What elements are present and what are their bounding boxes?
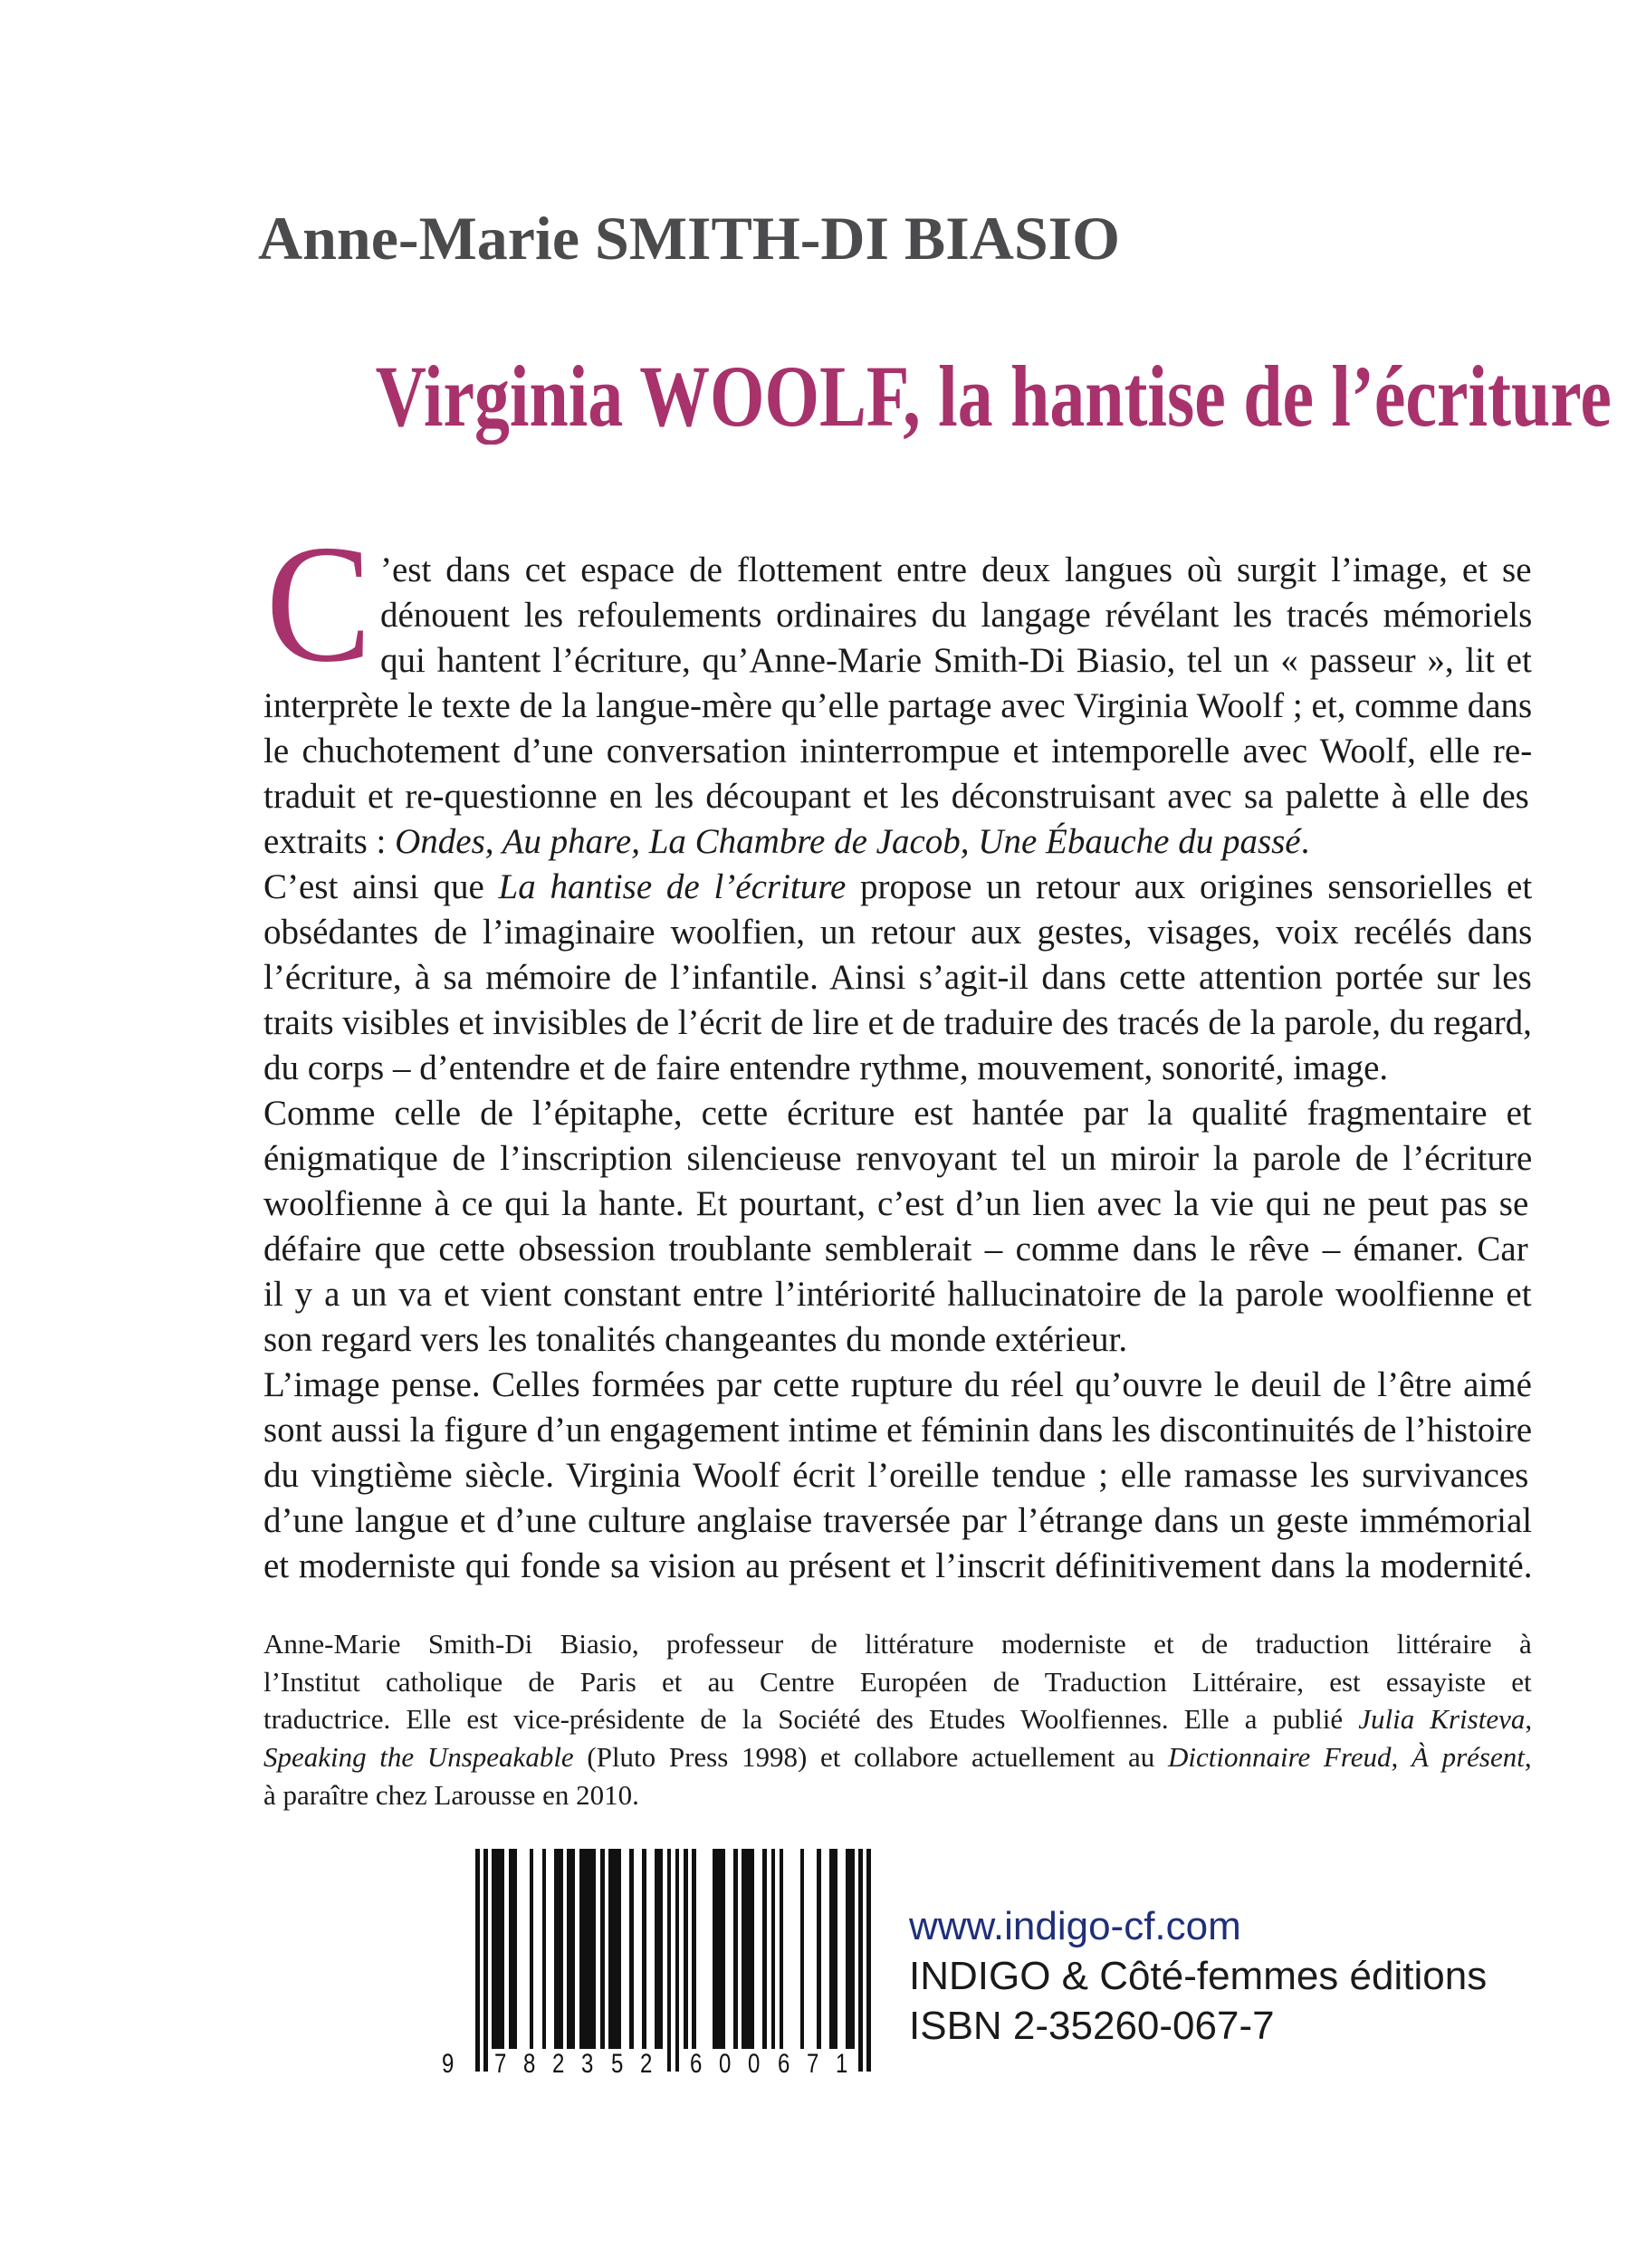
barcode-digit: 9 — [442, 2049, 455, 2079]
barcode-bar — [817, 1849, 821, 2049]
barcode-digit: 2 — [552, 2049, 565, 2079]
barcode-digit: 7 — [806, 2049, 819, 2079]
barcode-bar — [579, 1849, 596, 2049]
bio-line: Speaking the Unspeakable (Pluto Press 1998) et collabore actuellement au Dictionnaire Freud, À présent, — [263, 1741, 1532, 1774]
barcode-digit: 1 — [835, 2049, 848, 2079]
barcode-bar — [667, 1849, 672, 2072]
barcode-bar — [608, 1849, 621, 2049]
barcode-bar — [692, 1849, 696, 2049]
blurb-line: interprète le texte de la langue-mère qu’elle partage avec Virginia Woolf ; et, comme dans — [263, 686, 1533, 725]
barcode-bar — [492, 1849, 504, 2049]
bio-line: traductrice. Elle est vice-présidente de la Société des Etudes Woolfiennes. Elle a publié Julia Kristeva, — [263, 1703, 1533, 1736]
barcode-bar — [475, 1849, 480, 2072]
barcode-bar — [655, 1849, 663, 2049]
isbn-label: ISBN 2-35260-067-7 — [909, 2004, 1275, 2048]
barcode-bars — [475, 1849, 871, 2075]
barcode-bar — [829, 1849, 837, 2049]
drop-cap: C — [265, 511, 372, 697]
blurb-line: qui hantent l’écriture, qu’Anne-Marie Smith-Di Biasio, tel un « passeur », lit et — [380, 641, 1532, 680]
blurb-line: extraits : Ondes, Au phare, La Chambre de Jacob, Une Ébauche du passé. — [263, 822, 1310, 861]
barcode-digit: 7 — [493, 2049, 507, 2079]
barcode-bar — [629, 1849, 634, 2049]
barcode-bar — [780, 1849, 784, 2049]
barcode-bar — [600, 1849, 605, 2049]
isbn-barcode — [435, 1847, 887, 2087]
blurb-line: l’écriture, à sa mémoire de l’infantile. Ainsi s’agit-il dans cette attention portée sur les — [263, 958, 1532, 997]
blurb-line: Comme celle de l’épitaphe, cette écriture est hantée par la qualité fragmentaire et — [263, 1094, 1532, 1133]
barcode-digit: 6 — [689, 2049, 703, 2079]
barcode-bar — [846, 1849, 854, 2049]
bio-line: l’Institut catholique de Paris et au Centre Européen de Traduction Littéraire, est essayiste et — [263, 1665, 1532, 1698]
blurb-line: L’image pense. Celles formées par cette rupture du réel qu’ouvre le deuil de l’être aimé — [263, 1365, 1532, 1404]
barcode-bar — [542, 1849, 547, 2049]
barcode-digit: 0 — [748, 2049, 761, 2079]
blurb-line: son regard vers les tonalités changeantes du monde extérieur. — [263, 1320, 1128, 1359]
blurb-line: C’est ainsi que La hantise de l’écriture propose un retour aux origines sensorielles et — [263, 867, 1533, 906]
barcode-digit: 2 — [639, 2049, 653, 2079]
barcode-bar — [483, 1849, 488, 2072]
barcode-bar — [771, 1849, 776, 2049]
bio-line: à paraître chez Larousse en 2010. — [263, 1778, 639, 1811]
barcode-digits — [435, 2051, 887, 2078]
bio-line: Anne-Marie Smith-Di Biasio, professeur de littérature moderniste et de traduction littéraire à — [263, 1628, 1532, 1660]
blurb-line: dénouent les refoulements ordinaires du langage révélant les tracés mémoriels — [380, 596, 1533, 635]
barcode-bar — [733, 1849, 738, 2049]
barcode-bar — [509, 1849, 517, 2049]
barcode-digit: 8 — [522, 2049, 536, 2079]
barcode-bar — [762, 1849, 767, 2049]
barcode-bar — [742, 1849, 754, 2049]
barcode-bar — [866, 1849, 871, 2072]
blurb-line: sont aussi la figure d’un engagement intime et féminin dans les discontinuités de l’histoire — [263, 1411, 1533, 1450]
barcode-bar — [684, 1849, 688, 2049]
barcode-bar — [713, 1849, 725, 2049]
barcode-bar — [800, 1849, 805, 2049]
barcode-bar — [675, 1849, 680, 2072]
barcode-bar — [567, 1849, 575, 2049]
publisher-name: INDIGO & Côté-femmes éditions — [909, 1954, 1488, 1998]
blurb-line: et moderniste qui fonde sa vision au présent et l’inscrit définitivement dans la modernité. — [263, 1546, 1533, 1585]
barcode-bar — [554, 1849, 562, 2049]
blurb-line: obsédantes de l’imaginaire woolfien, un retour aux gestes, visages, voix recélés dans — [263, 913, 1533, 952]
publisher-url[interactable]: www.indigo-cf.com — [909, 1904, 1241, 1948]
blurb-line: du vingtième siècle. Virginia Woolf écrit l’oreille tendue ; elle ramasse les survivances — [263, 1456, 1529, 1495]
blurb-line: d’une langue et d’une culture anglaise traversée par l’étrange dans un geste immémorial — [263, 1501, 1533, 1540]
blurb-line: traits visibles et invisibles de l’écrit de lire et de traduire des tracés de la parole, du regard, — [263, 1003, 1532, 1042]
blurb-line: défaire que cette obsession troublante semblerait – comme dans le rêve – émaner. Car — [263, 1230, 1528, 1268]
blurb-line: woolfienne à ce qui la hante. Et pourtant, c’est d’un lien avec la vie qui ne peut pas se — [263, 1184, 1529, 1223]
blurb-line: il y a un va et vient constant entre l’intériorité hallucinatoire de la parole woolfienne et — [263, 1275, 1532, 1314]
author-name: Anne-Marie SMITH-DI BIASIO — [258, 204, 1121, 273]
blurb-line: énigmatique de l’inscription silencieuse renvoyant tel un miroir la parole de l’écriture — [263, 1139, 1533, 1178]
blurb-line: le chuchotement d’une conversation ininterrompue et intemporelle avec Woolf, elle re- — [263, 732, 1533, 770]
barcode-bar — [858, 1849, 863, 2072]
blurb-line: ’est dans cet espace de flottement entre deux langues où surgit l’image, et se — [380, 550, 1532, 589]
blurb-line: traduit et re-questionne en les découpant et les déconstruisant avec sa palette à elle des — [263, 777, 1529, 816]
barcode-bar — [642, 1849, 646, 2049]
barcode-digit: 0 — [719, 2049, 732, 2079]
barcode-bar — [530, 1849, 534, 2049]
barcode-digit: 6 — [777, 2049, 790, 2079]
book-title: Virginia WOOLF, la hantise de l’écriture — [375, 348, 1612, 445]
blurb-line: du corps – d’entendre et de faire entendre rythme, mouvement, sonorité, image. — [263, 1048, 1389, 1087]
barcode-digit: 3 — [581, 2049, 594, 2079]
barcode-digit: 5 — [610, 2049, 623, 2079]
